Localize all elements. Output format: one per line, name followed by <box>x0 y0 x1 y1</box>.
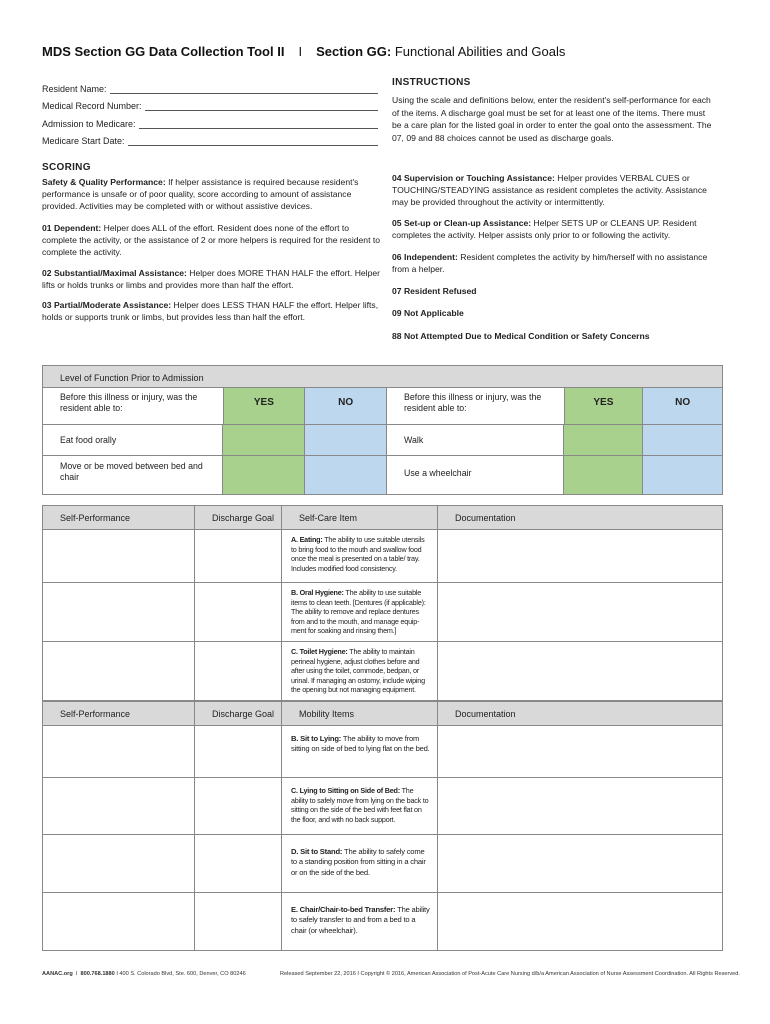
code-05-title: 05 Set-up or Clean-up Assistance: <box>392 218 532 229</box>
lof-row-1 <box>43 425 722 456</box>
medical-record-label: Medical Record Number: <box>42 101 142 111</box>
mobility-col-goal: Discharge Goal <box>195 702 282 725</box>
lof-yes-header-left: YES <box>224 388 306 424</box>
title-separator: I <box>298 44 303 59</box>
instructions-text: Using the scale and definitions below, enter the resident's self-performance for each of the items. A discharge goal must be set for at least one of the items. There must be a care plan for the listed goal in order to enter the goal onto the assessment. The 07, 09 and 88 choices cannot be used as discharge goals. <box>392 95 712 143</box>
code-01-title: 01 Dependent: <box>42 223 102 234</box>
self-care-col-item: Self-Care Item <box>282 506 438 529</box>
medicare-start-field[interactable] <box>42 130 378 148</box>
self-care-col-self: Self-Performance <box>43 506 195 529</box>
level-of-function-table <box>42 365 723 495</box>
sit-to-lying-documentation-cell[interactable] <box>438 726 722 777</box>
self-care-table <box>42 505 723 701</box>
chair-transfer-item-text: The ability to safely transfer to and from a bed to a chair (or wheelchair). <box>291 905 430 935</box>
sit-to-lying-self-performance-cell[interactable] <box>43 726 195 777</box>
footer-phone: 800.768.1880 <box>80 971 115 977</box>
toilet-hygiene-self-performance-cell[interactable] <box>43 642 195 700</box>
chair-transfer-item-title: E. Chair/Chair-to-bed Transfer: <box>291 905 396 914</box>
code-02-text: Helper does MORE THAN HALF the effort. Helper lifts or holds trunks or limbs and provides more than half the effort. <box>42 267 381 290</box>
code-88 <box>392 331 722 343</box>
code-01 <box>42 223 382 258</box>
lof-walk-yes-cell[interactable] <box>564 425 643 455</box>
lof-eat-yes-cell[interactable] <box>223 425 305 455</box>
safety-quality <box>42 177 382 212</box>
eating-item-text: The ability to use suitable utensils to bring food to the mouth and swallow food once the meal is presented on a table/ tray. Includes modified food consistency. <box>291 535 425 573</box>
lying-to-sitting-documentation-cell[interactable] <box>438 778 722 834</box>
code-06 <box>392 252 722 276</box>
chair-transfer-discharge-goal-cell[interactable] <box>195 893 282 950</box>
table-row <box>43 778 722 835</box>
footer-left: AANAC.org I 800.768.1880 I 400 S. Colorado Blvd, Ste. 600, Denver, CO 80246 <box>42 971 246 977</box>
resident-fields <box>42 77 378 147</box>
lof-question-left: Before this illness or injury, was the resident able to: <box>43 388 224 424</box>
oral-hygiene-self-performance-cell[interactable] <box>43 583 195 641</box>
sit-to-stand-item-text: The ability to safely come to a standing position from sitting in a chair or on the side of the bed. <box>291 847 426 877</box>
oral-hygiene-discharge-goal-cell[interactable] <box>195 583 282 641</box>
footer-copyright: Released September 22, 2016 I Copyright © 2016, American Association of Post-Acute Care Nursing d/b/a American Association of Nurse Assessment Coordination. All Rights Reserved. <box>280 971 740 977</box>
code-88-label: 88 Not Attempted Due to Medical Condition or Safety Concerns <box>392 331 650 342</box>
sit-to-stand-item <box>282 835 438 892</box>
table-row <box>43 726 722 778</box>
lying-to-sitting-item-text: The ability to safely move from lying on the back to sitting on the side of the bed with feet flat on the floor, and with no back support. <box>291 786 429 824</box>
mobility-col-item: Mobility Items <box>282 702 438 725</box>
toilet-hygiene-discharge-goal-cell[interactable] <box>195 642 282 700</box>
medical-record-field[interactable] <box>42 95 378 113</box>
title-rest: Functional Abilities and Goals <box>394 44 566 59</box>
lying-to-sitting-self-performance-cell[interactable] <box>43 778 195 834</box>
footer-site-link[interactable]: AANAC.org <box>42 971 73 977</box>
self-care-col-goal: Discharge Goal <box>195 506 282 529</box>
lof-walk-label: Walk <box>387 425 564 455</box>
lof-wheelchair-no-cell[interactable] <box>643 456 722 494</box>
lof-move-bed-label: Move or be moved between bed and chair <box>43 456 223 494</box>
resident-name-line[interactable] <box>110 86 378 94</box>
mobility-col-doc: Documentation <box>455 709 516 719</box>
code-03-title: 03 Partial/Moderate Assistance: <box>42 300 172 311</box>
code-09-label: 09 Not Applicable <box>392 308 464 319</box>
mobility-header <box>43 702 722 726</box>
scoring-left <box>42 162 382 324</box>
oral-hygiene-documentation-cell[interactable] <box>438 583 722 641</box>
table-row <box>43 642 722 700</box>
scoring-heading: SCORING <box>42 162 91 173</box>
chair-transfer-documentation-cell[interactable] <box>438 893 722 950</box>
resident-name-field[interactable] <box>42 77 378 95</box>
admission-medicare-line[interactable] <box>139 121 378 129</box>
self-care-col-doc: Documentation <box>455 513 516 523</box>
code-04-text: Helper provides VERBAL CUES or TOUCHING/STEADYING assistance as resident completes the activity. Assistance may be provided throughout the activity or intermittently. <box>392 173 707 207</box>
title-main: MDS Section GG Data Collection Tool II <box>42 44 285 59</box>
code-07-label: 07 Resident Refused <box>392 285 477 296</box>
code-05-text: Helper SETS UP or CLEANS UP. Resident completes the activity. Helper assists only prior to or following the activity. <box>392 218 697 241</box>
sit-to-lying-item-text: The ability to move from sitting on side of bed to lying flat on the bed. <box>291 734 430 754</box>
lof-wheelchair-yes-cell[interactable] <box>564 456 643 494</box>
instructions-heading: INSTRUCTIONS <box>392 77 471 88</box>
self-care-header <box>43 506 722 530</box>
code-07 <box>392 286 722 298</box>
sit-to-stand-item-title: D. Sit to Stand: <box>291 847 343 856</box>
oral-hygiene-item <box>282 583 438 641</box>
lof-move-no-cell[interactable] <box>305 456 387 494</box>
lof-heading: Level of Function Prior to Admission <box>43 366 722 388</box>
toilet-hygiene-documentation-cell[interactable] <box>438 642 722 700</box>
medicare-start-line[interactable] <box>128 138 378 146</box>
mobility-col-self: Self-Performance <box>43 702 195 725</box>
eating-discharge-goal-cell[interactable] <box>195 530 282 582</box>
sit-to-stand-documentation-cell[interactable] <box>438 835 722 892</box>
lof-header-row <box>43 388 722 425</box>
code-04-title: 04 Supervision or Touching Assistance: <box>392 173 555 183</box>
eating-self-performance-cell[interactable] <box>43 530 195 582</box>
sit-to-lying-item <box>282 726 438 777</box>
sit-to-stand-self-performance-cell[interactable] <box>43 835 195 892</box>
table-row <box>43 530 722 583</box>
lof-question-right: Before this illness or injury, was the resident able to: <box>387 388 565 424</box>
toilet-hygiene-item <box>282 642 438 700</box>
medicare-start-label: Medicare Start Date: <box>42 136 125 146</box>
chair-transfer-item <box>282 893 438 950</box>
code-06-title: 06 Independent: <box>392 251 458 262</box>
safety-title: Safety & Quality Performance: <box>42 177 166 187</box>
admission-medicare-field[interactable] <box>42 112 378 130</box>
lying-to-sitting-item-title: C. Lying to Sitting on Side of Bed: <box>291 786 400 795</box>
code-02 <box>42 268 382 292</box>
medical-record-line[interactable] <box>145 103 378 111</box>
code-06-text: Resident completes the activity by him/herself with no assistance from a helper. <box>392 251 708 274</box>
lof-yes-header-right: YES <box>565 388 644 424</box>
oral-hygiene-item-text: The ability to use suitable items to clean teeth. [Dentures (if applicable): The ability to remove and replace dentures from and to the mouth, and manage equip- ment for soaking and rinsing them.] <box>291 588 426 636</box>
instructions <box>392 77 712 144</box>
lof-eat-food-label: Eat food orally <box>43 425 223 455</box>
oral-hygiene-item-title: B. Oral Hygiene: <box>291 588 344 597</box>
code-03-text: Helper does LESS THAN HALF the effort. Helper lifts, holds or supports trunk or limbs, but provides less than half the effort. <box>42 300 379 323</box>
toilet-hygiene-item-text: The ability to maintain perineal hygiene, adjust clothes before and after using the toilet, commode, bedpan, or urinal. If managing an ostomy, include wiping the opening but not managing equipment. <box>291 647 425 695</box>
eating-documentation-cell[interactable] <box>438 530 722 582</box>
code-05 <box>392 218 722 242</box>
code-02-title: 02 Substantial/Maximal Assistance: <box>42 267 187 278</box>
safety-text: If helper assistance is required because resident's performance is unsafe or of poor quality, score according to amount of assistance provided. Activities may be completed with or without assistive devices. <box>42 177 359 211</box>
table-row <box>43 893 722 950</box>
mobility-table <box>42 701 723 951</box>
table-row <box>43 835 722 893</box>
code-04 <box>392 173 722 208</box>
toilet-hygiene-item-title: C. Toilet Hygiene: <box>291 647 348 656</box>
page-title <box>42 44 565 59</box>
lying-to-sitting-item <box>282 778 438 834</box>
lof-no-header-left: NO <box>305 388 387 424</box>
resident-name-label: Resident Name: <box>42 83 107 94</box>
chair-transfer-self-performance-cell[interactable] <box>43 893 195 950</box>
table-row <box>43 583 722 642</box>
sit-to-lying-item-title: B. Sit to Lying: <box>291 734 342 743</box>
title-section: Section GG: <box>316 44 392 59</box>
lof-row-2 <box>43 456 722 494</box>
scoring-right <box>392 173 722 343</box>
code-09 <box>392 308 722 320</box>
lying-to-sitting-discharge-goal-cell[interactable] <box>195 778 282 834</box>
code-01-text: Helper does ALL of the effort. Resident does none of the effort to complete the activity, or the assistance of 2 or more helpers is required for the resident to complete the activity. <box>42 223 381 257</box>
code-03 <box>42 300 382 324</box>
footer-address: I 400 S. Colorado Blvd, Ste. 600, Denver, CO 80246 <box>116 971 246 977</box>
sit-to-stand-discharge-goal-cell[interactable] <box>195 835 282 892</box>
lof-move-yes-cell[interactable] <box>223 456 305 494</box>
lof-walk-no-cell[interactable] <box>643 425 722 455</box>
eating-item <box>282 530 438 582</box>
eating-item-title: A. Eating: <box>291 535 323 544</box>
lof-eat-no-cell[interactable] <box>305 425 387 455</box>
lof-wheelchair-label: Use a wheelchair <box>387 456 564 494</box>
lof-no-header-right: NO <box>643 388 722 424</box>
sit-to-lying-discharge-goal-cell[interactable] <box>195 726 282 777</box>
admission-medicare-label: Admission to Medicare: <box>42 118 136 129</box>
